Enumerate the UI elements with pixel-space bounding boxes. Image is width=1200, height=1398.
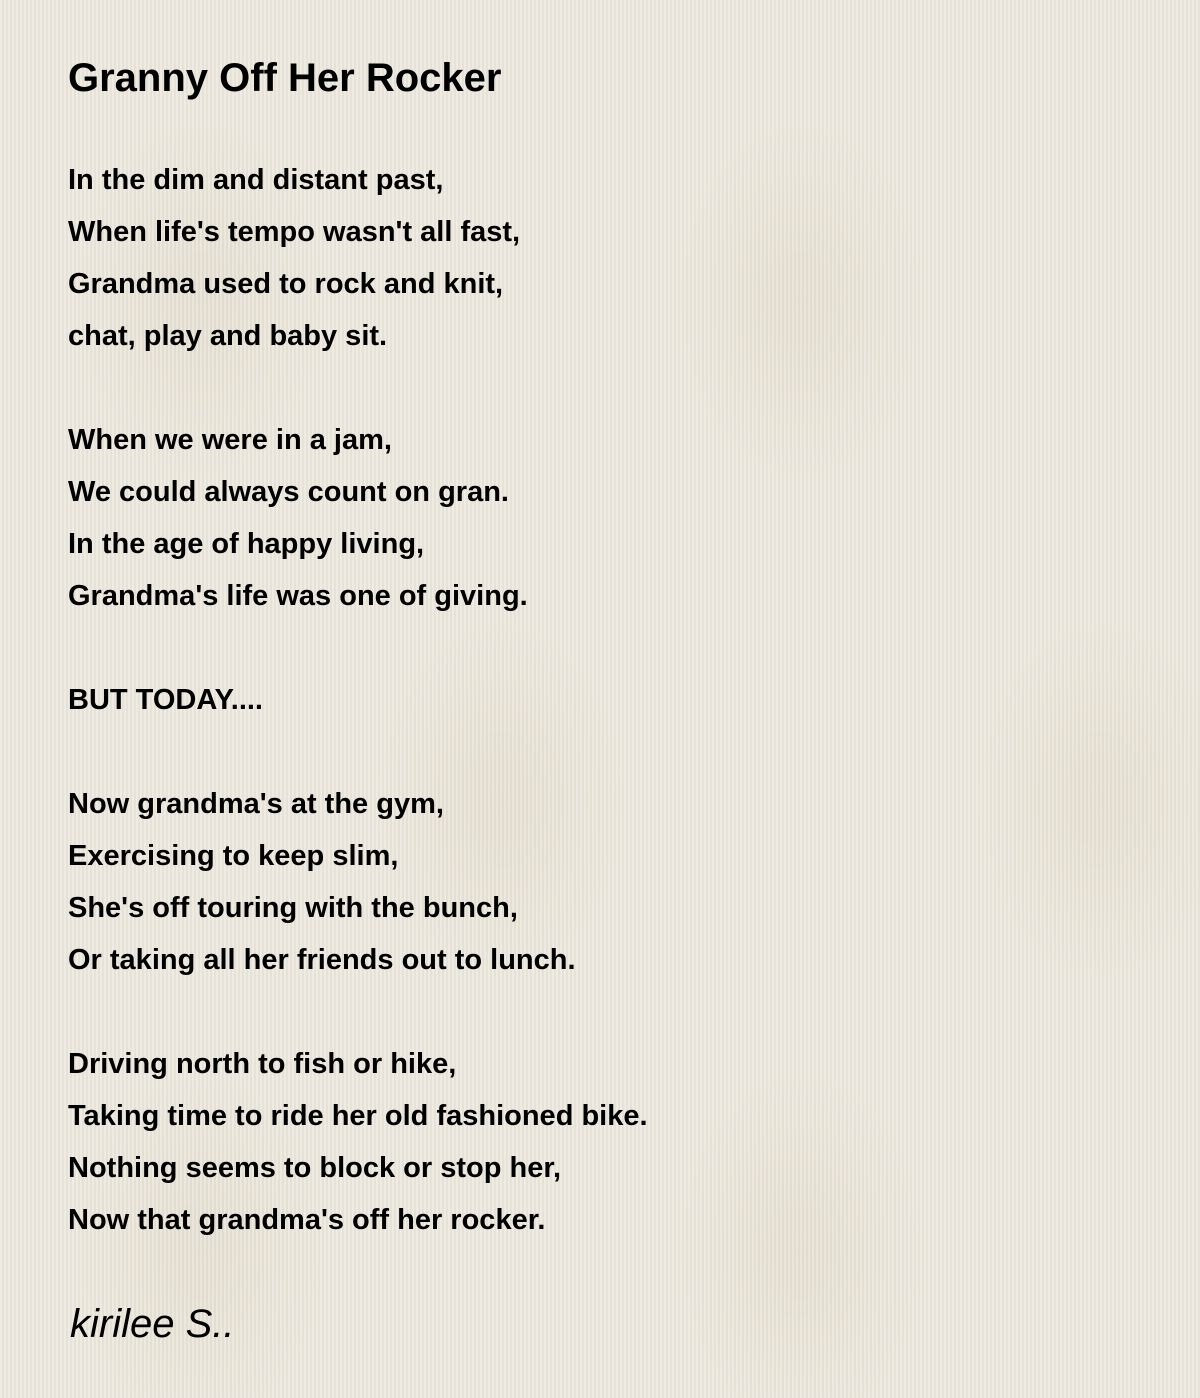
poem-line: She's off touring with the bunch, [68,892,518,924]
poem-body [68,154,1068,1246]
poem-line: Or taking all her friends out to lunch. [68,944,576,976]
poem-line: When life's tempo wasn't all fast, [68,216,521,248]
stanza-2 [68,414,1068,622]
poem-line: We could always count on gran. [68,476,509,508]
poem-line: BUT TODAY.... [68,684,263,716]
poem-title: Granny Off Her Rocker [68,56,502,100]
poem-line: chat, play and baby sit. [68,320,388,352]
poem-line: In the dim and distant past, [68,164,444,196]
stanza-break [68,726,1068,778]
stanza-break [68,986,1068,1038]
poem-line: Now that grandma's off her rocker. [68,1204,546,1236]
poem-line: When we were in a jam, [68,424,392,456]
poem-line: Exercising to keep slim, [68,840,399,872]
poem-line: Nothing seems to block or stop her, [68,1152,562,1184]
stanza-5 [68,1038,1068,1246]
poem-line: Taking time to ride her old fashioned bike. [68,1100,648,1132]
poem-line: Grandma's life was one of giving. [68,580,528,612]
stanza-break [68,362,1068,414]
stanza-3 [68,674,1068,726]
poem-line: Now grandma's at the gym, [68,788,444,820]
stanza-break [68,622,1068,674]
stanza-4 [68,778,1068,986]
poem-line: Grandma used to rock and knit, [68,268,504,300]
stanza-1 [68,154,1068,362]
poem-line: In the age of happy living, [68,528,425,560]
poem-author: kirilee S.. [70,1302,235,1346]
poem-line: Driving north to fish or hike, [68,1048,457,1080]
